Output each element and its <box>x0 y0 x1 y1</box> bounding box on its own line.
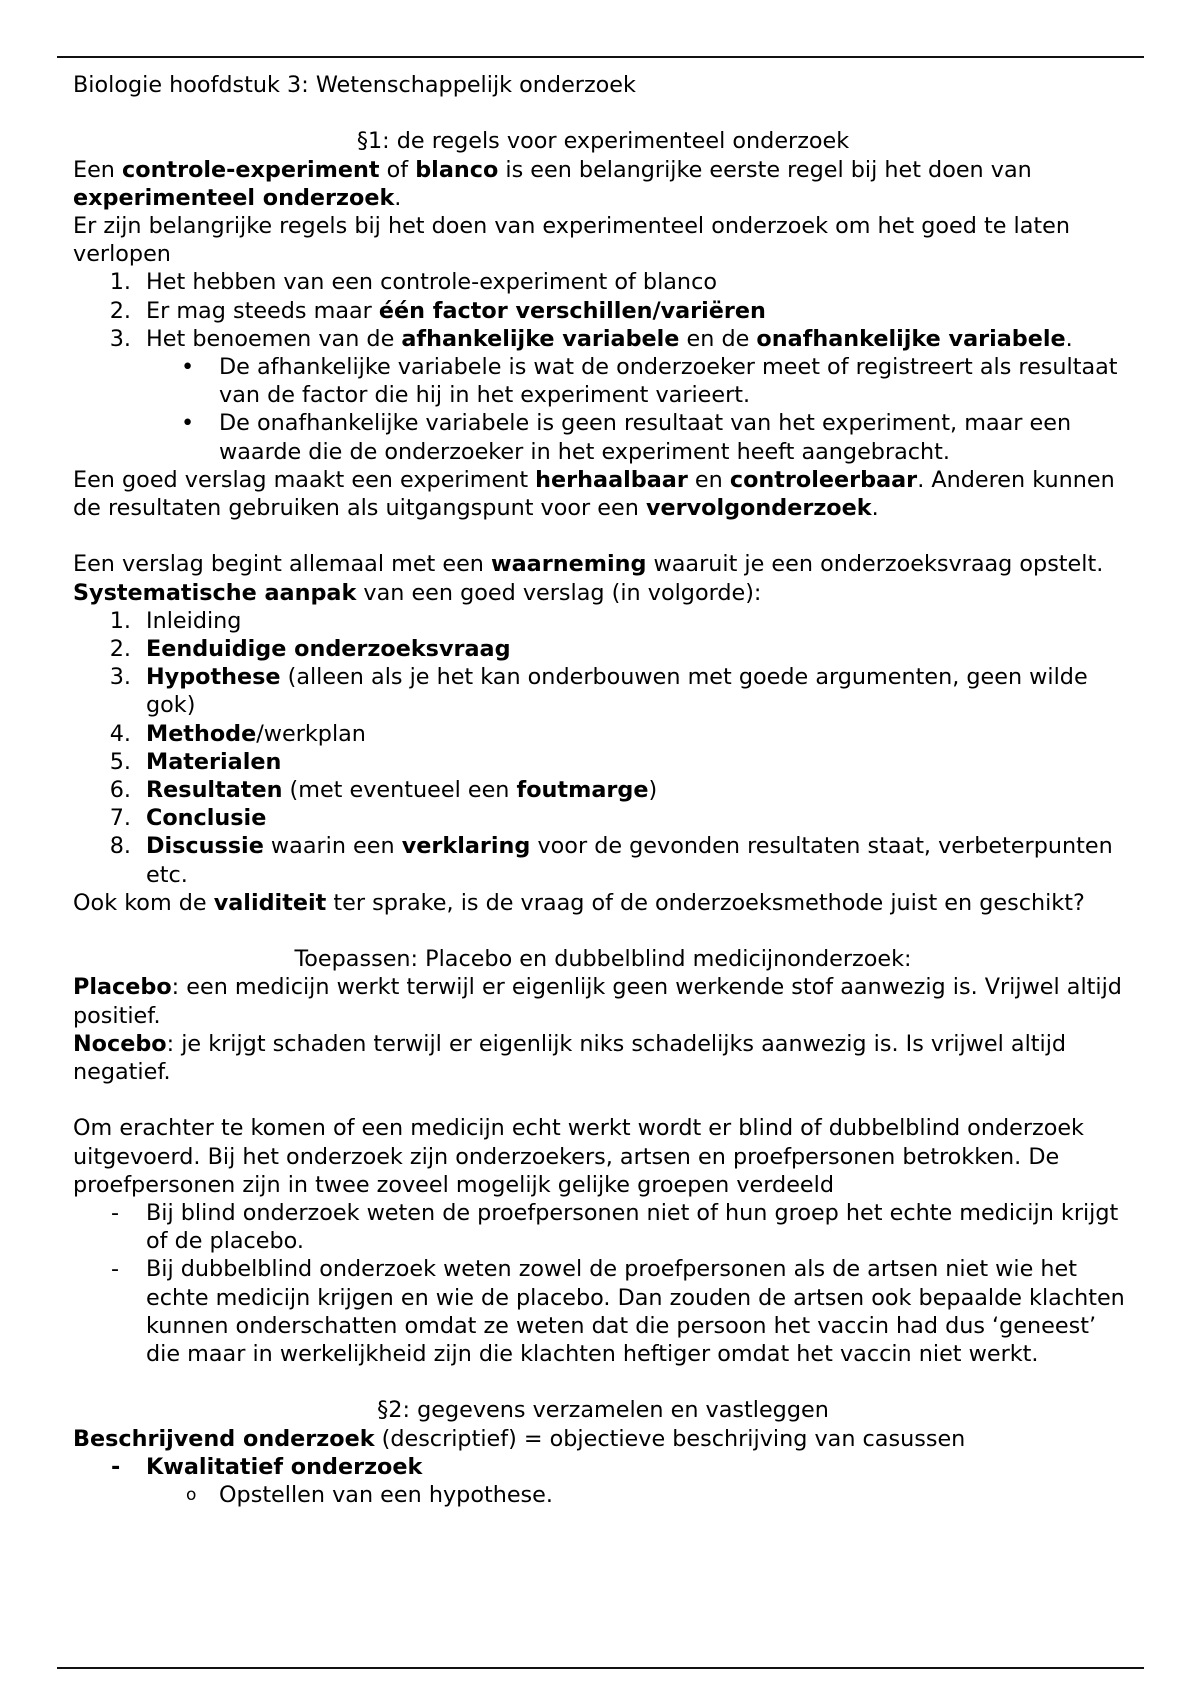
section-2-heading: §2: gegevens verzamelen en vastleggen <box>377 1397 829 1424</box>
list-item: 2. Eenduidige onderzoeksvraag <box>109 636 511 663</box>
list-item: 4. Methode/werkplan <box>109 720 366 747</box>
bullet-item: • De afhankelijke variabele is wat de onderzoeker meet of registreert als resultaat van de factor die hij in het experiment varieert. <box>181 354 1118 409</box>
document-header-title: Biologie hoofdstuk 3: Wetenschappelijk onderzoek <box>73 72 636 98</box>
paragraph: Een controle-experiment of blanco is een belangrijke eerste regel bij het doen van experimenteel onderzoek. <box>73 156 1032 211</box>
paragraph: Er zijn belangrijke regels bij het doen van experimenteel onderzoek om het goed te laten verlopen <box>73 213 1070 268</box>
dash-item: - Bij blind onderzoek weten de proefpersonen niet of hun groep het echte medicijn krijgt of de placebo. <box>111 1200 1119 1255</box>
document-body <box>73 71 1133 1509</box>
bullet-item: • De onafhankelijke variabele is geen resultaat van het experiment, maar een waarde die de onderzoeker in het experiment heeft aangebracht. <box>181 410 1072 465</box>
paragraph: Om erachter te komen of een medicijn echt werkt wordt er blind of dubbelblind onderzoek uitgevoerd. Bij het onderzoek zijn onderzoekers, artsen en proefpersonen betrokken. De proefpersonen zijn in twee zoveel mogelijk gelijke groepen verdeeld <box>73 1115 1084 1198</box>
dash-item: - Kwalitatief onderzoek <box>111 1453 423 1480</box>
paragraph: Beschrijvend onderzoek (descriptief) = objectieve beschrijving van casussen <box>73 1425 966 1452</box>
placebo-paragraph: Placebo: een medicijn werkt terwijl er eigenlijk geen werkende stof aanwezig is. Vrijwel altijd positief. <box>73 974 1122 1029</box>
nocebo-paragraph: Nocebo: je krijgt schaden terwijl er eigenlijk niks schadelijks aanwezig is. Is vrijwel altijd negatief. <box>73 1030 1067 1086</box>
list-item: 5. Materialen <box>109 748 282 775</box>
section-1-heading: §1: de regels voor experimenteel onderzoek <box>356 128 850 155</box>
bullet-icon: • <box>181 410 195 437</box>
bullet-icon: • <box>181 354 195 381</box>
list-item: 8. Discussie waarin een verklaring voor de gevonden resultaten staat, verbeterpunten etc. <box>109 833 1113 888</box>
list-item: 6. Resultaten (met eventueel een foutmarge) <box>109 777 658 804</box>
list-item: 1. Inleiding <box>109 607 242 634</box>
paragraph: Een goed verslag maakt een experiment herhaalbaar en controleerbaar. Anderen kunnen de resultaten gebruiken als uitgangspunt voor een vervolgonderzoek. <box>73 466 1115 522</box>
footer-rule <box>57 1667 1144 1669</box>
list-item: 3. Het benoemen van de afhankelijke variabele en de onafhankelijke variabele. <box>109 325 1073 352</box>
list-item: 3. Hypothese (alleen als je het kan onderbouwen met goede argumenten, geen wilde gok) <box>109 664 1088 719</box>
paragraph: Ook kom de validiteit ter sprake, is de vraag of de onderzoeksmethode juist en geschikt? <box>73 889 1085 916</box>
paragraph: Een verslag begint allemaal met een waarneming waaruit je een onderzoeksvraag opstelt. Systematische aanpak van een goed verslag (in volgorde): <box>73 551 1104 606</box>
dash-item: - Bij dubbelblind onderzoek weten zowel de proefpersonen als de artsen niet wie het echte medicijn krijgen en wie de placebo. Dan zouden de artsen ook bepaalde klachten kunnen onderschatten omdat ze weten dat die persoon het vaccin had dus ‘geneest’ die maar in werkelijkheid zijn die klachten heftiger omdat het vaccin niet werkt. <box>111 1256 1125 1368</box>
list-item: 1. Het hebben van een controle-experiment of blanco <box>109 269 717 296</box>
sub-bullet-item: o Opstellen van een hypothese. <box>186 1482 553 1509</box>
list-item: 2. Er mag steeds maar één factor verschillen/variëren <box>109 297 766 324</box>
header-rule <box>57 56 1144 58</box>
apply-heading: Toepassen: Placebo en dubbelblind medicijnonderzoek: <box>294 946 912 973</box>
list-item: 7. Conclusie <box>109 805 267 832</box>
